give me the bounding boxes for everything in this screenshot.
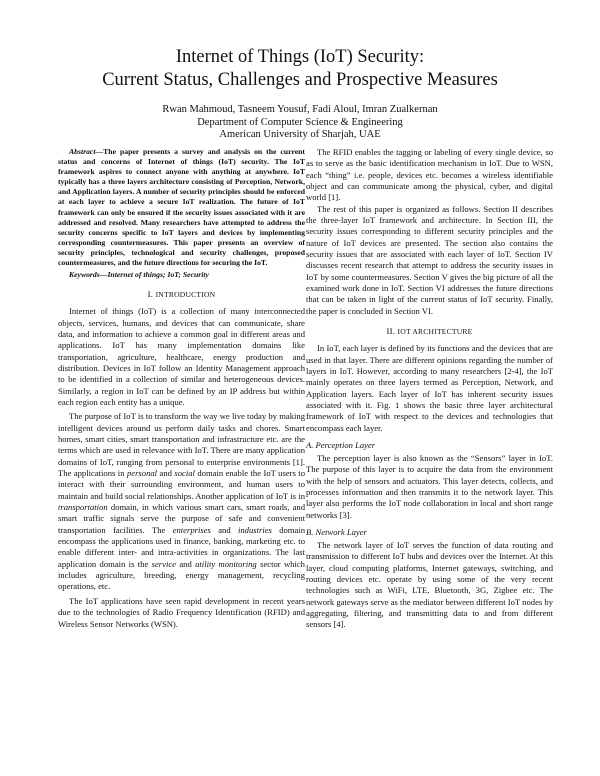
text-run: The purpose of IoT is to transform the way we live today by making intelligent devices around us perform daily tasks and chores. Smart homes, smart cities, smart transportation and infrastructure etc. are the terms which are used in relevance with IoT. There are many application domains of IoT, ranging from personal to enterprise environments [1]. The applications in: [58, 411, 305, 479]
emph-utility-monitoring: utility monitoring: [195, 558, 257, 569]
title-line-1: Internet of Things (IoT) Security:: [175, 47, 425, 67]
network-paragraph: The network layer of IoT serves the function of data routing and transmission to different IoT hubs and devices over the Internet. At this layer, cloud computing platforms, Internet gateways, switching, and routing devices etc. operate by using some of the very recent technologies such as WiFi, LTE, Bluetooth, 3G, Zigbee etc. The network gateways serve as the mediator between different IoT nodes by aggregating, filtering, and transmitting data to and from different sensors [4].: [306, 539, 553, 630]
perception-paragraph: The perception layer is also known as the “Sensors” layer in IoT. The purpose of this layer is to acquire the data from the environment with the help of sensors and actuators. This layer detects, collects, and processes information and then transmits it to the network layer. This layer also performs the IoT node collaboration in local and short range networks [3].: [306, 452, 553, 520]
university: American University of Sharjah, UAE: [219, 129, 381, 140]
emph-personal: personal: [126, 468, 158, 479]
section-title: IOT ARCHITECTURE: [397, 327, 473, 337]
subsection-perception-layer: A. Perception Layer: [306, 439, 376, 450]
department: Department of Computer Science & Engineering: [197, 116, 403, 128]
text-run: domain encompass the applications used in finance, banking, marketing etc. to enable different inter- and intra-activities in organizations. The last application domain is the: [58, 524, 305, 569]
intro-paragraph-2: [58, 411, 305, 593]
architecture-paragraph: In IoT, each layer is defined by its functions and the devices that are used in that layer. There are different opinions regarding the number of layers in IoT. However, according to many researchers [2-4], the IoT mainly operates on three layers termed as Perception, Network, and Application layers. Each layer of IoT has inherent security issues associated with it. Fig. 1 shows the basic three layer architectural framework of IoT with respect to the devices and technologies that encompass each layer.: [306, 343, 553, 433]
abstract: [58, 147, 305, 268]
text-run: and: [210, 524, 238, 535]
section-heading-architecture: [306, 325, 553, 338]
emph-enterprises: enterprises: [172, 524, 211, 535]
intro-paragraph-3: The IoT applications have seen rapid development in recent years due to the technologies of Radio Frequency Identification (RFID) and Wireless Sensor Networks (WSN).: [58, 595, 305, 629]
emph-transportation: transportation: [58, 502, 108, 513]
title-line-2: Current Status, Challenges and Prospective Measures: [102, 70, 498, 90]
text-run: domain enable the IoT users to interact with their surrounding environment, and human users to maintain and build social relationships. Another application of IoT is in: [58, 468, 305, 501]
author-names: Rwan Mahmoud, Tasneem Yousuf, Fadi Aloul, Imran Zualkernan: [162, 104, 438, 115]
abstract-lead: Abstract: [69, 147, 96, 156]
section-heading-introduction: [58, 288, 305, 301]
text-run: sector which includes agriculture, breeding, energy management, recycling operations, etc.: [58, 558, 305, 592]
paper-title: [40, 46, 560, 92]
section-number: II.: [386, 326, 398, 337]
right-column: [306, 147, 553, 631]
emph-service: service: [151, 558, 176, 569]
keywords: Keywords—Internet of things; IoT; Security: [69, 270, 209, 280]
intro-paragraph-1: Internet of things (IoT) is a collection of many interconnected objects, services, humans, and devices that can communicate, share data, and information to achieve a common goal in different areas and applications. IoT has many implementation domains like transportation, agriculture, healthcare, energy production and distribution. Devices in IoT follow an Identity Management approach to be identified in a collection of similar and heterogeneous devices. Similarly, a region in IoT can be defined by an IP address but within each region each entity has a unique.: [58, 306, 305, 407]
author-block: [40, 104, 560, 142]
subsection-network-layer: B. Network Layer: [306, 526, 367, 537]
section-title: INTRODUCTION: [155, 290, 216, 300]
left-column: [58, 147, 305, 630]
text-run: and: [157, 468, 175, 479]
emph-industries: industries: [237, 524, 272, 535]
text-run: domain, in which various smart cars, smart roads, and smart traffic signals serve the purpose of safe and convenient transportation facilities. The: [58, 502, 305, 535]
emph-social: social: [174, 468, 195, 479]
abstract-text: —The paper presents a survey and analysis on the current status and concerns of Internet of things (IoT) security. The IoT framework aspires to connect anyone with anything at anywhere. IoT typically has a three layers architecture consisting of Perception, Network, and Application layers. A number of security principles should be enforced at each layer to achieve a secure IoT realization. The future of IoT framework can only be ensured if the security issues associated with it are addressed and resolved. Many researchers have attempted to address the security concerns specific to IoT layers and devices by implementing corresponding countermeasures. This paper presents an overview of security principles, technological and security challenges, proposed countermeasures, and the future directions for securing the IoT.: [58, 147, 305, 268]
organization-paragraph: The rest of this paper is organized as follows. Section II describes the three-layer IoT framework and architecture. In Section III, the security issues corresponding to different security principles and the nature of IoT devices are presented. The section also contains the security issues that are associated with each layer of IoT. Section IV discusses recent research that attempt to address the security issues in IoT by some countermeasures. Section V gives the big picture of all the examined work done in IoT. Section VI addresses the future directions that can be taken in light of the current status of IoT security. Finally, the paper is concluded in Section VI.: [306, 203, 553, 316]
section-number: I.: [147, 289, 156, 300]
text-run: and: [175, 558, 196, 569]
rfid-paragraph: The RFID enables the tagging or labeling of every single device, so as to serve as the basic identification mechanism in IoT. Due to WSN, each “thing” i.e. people, devices etc. becomes a wireless identifiable object and can communicate among the physical, cyber, and digital world [1].: [306, 147, 553, 203]
